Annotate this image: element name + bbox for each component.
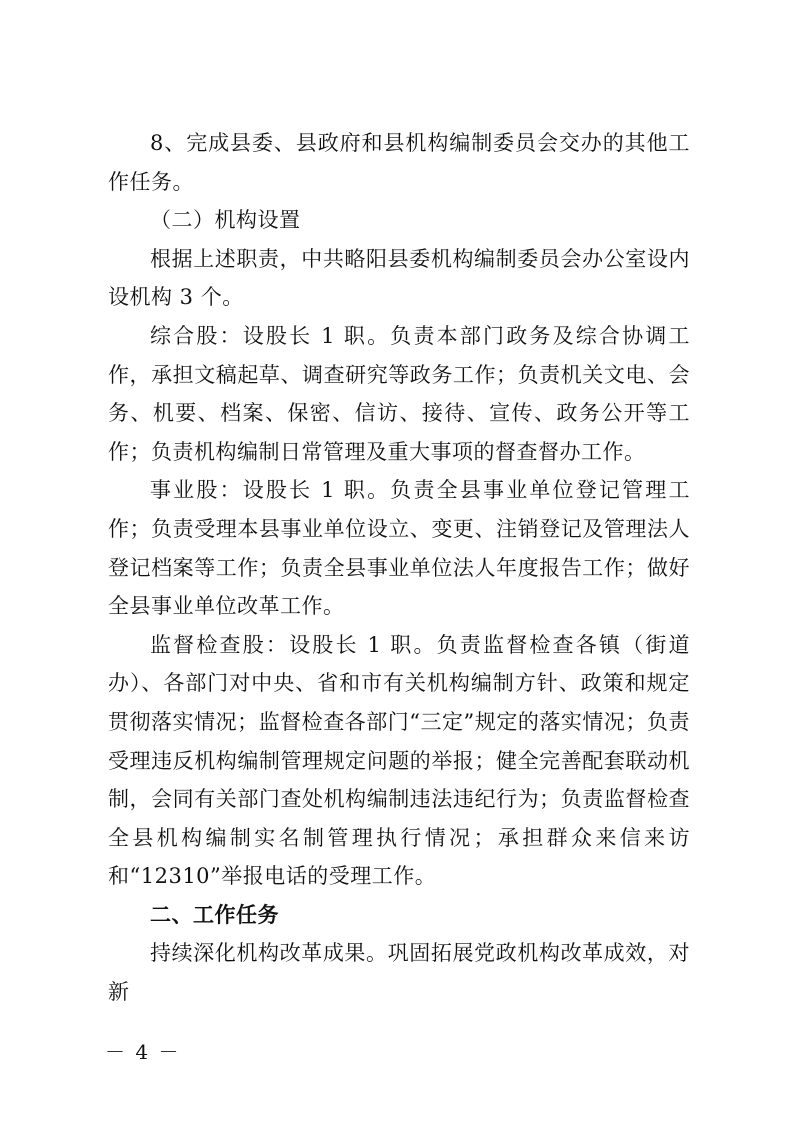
paragraph-organization-intro: 根据上述职责，中共略阳县委机构编制委员会办公室设内设机构 3 个。: [108, 246, 690, 310]
paragraph-task-8: 8、完成县委、县政府和县机构编制委员会交办的其他工作任务。: [108, 131, 690, 194]
paragraph-institution-unit: 事业股：设股长 1 职。负责全县事业单位登记管理工作；负责受理本县事业单位设立、变更、注销登记及管理法人登记档案等工作；负责全县事业单位法人年度报告工作；做好全县事业单位改革工作。: [108, 478, 690, 619]
section-heading-organization: （二）机构设置: [150, 208, 301, 233]
paragraph-work-tasks: 持续深化机构改革成果。巩固拓展党政机构改革成效，对新: [108, 941, 690, 1005]
document-body: [108, 124, 690, 1012]
paragraph-general-office: 综合股：设股长 1 职。负责本部门政务及综合协调工作，承担文稿起草、调查研究等政务工作；负责机关文电、会务、机要、档案、保密、信访、接待、宣传、政务公开等工作；负责机构编制日常管理及重大事项的督查督办工作。: [108, 323, 690, 464]
section-heading-work-tasks: 二、工作任务: [150, 902, 279, 927]
paragraph-supervision-unit: 监督检查股：设股长 1 职。负责监督检查各镇（街道办）、各部门对中央、省和市有关机构编制方针、政策和规定贯彻落实情况；监督检查各部门“三定”规定的落实情况；负责受理违反机构编制管理规定问题的举报；健全完善配套联动机制，会同有关部门查处机构编制违法违纪行为；负责监督检查全县机构编制实名制管理执行情况；承担群众来信来访和“12310”举报电话的受理工作。: [108, 632, 690, 889]
page-number: － 4 －: [105, 1040, 181, 1064]
